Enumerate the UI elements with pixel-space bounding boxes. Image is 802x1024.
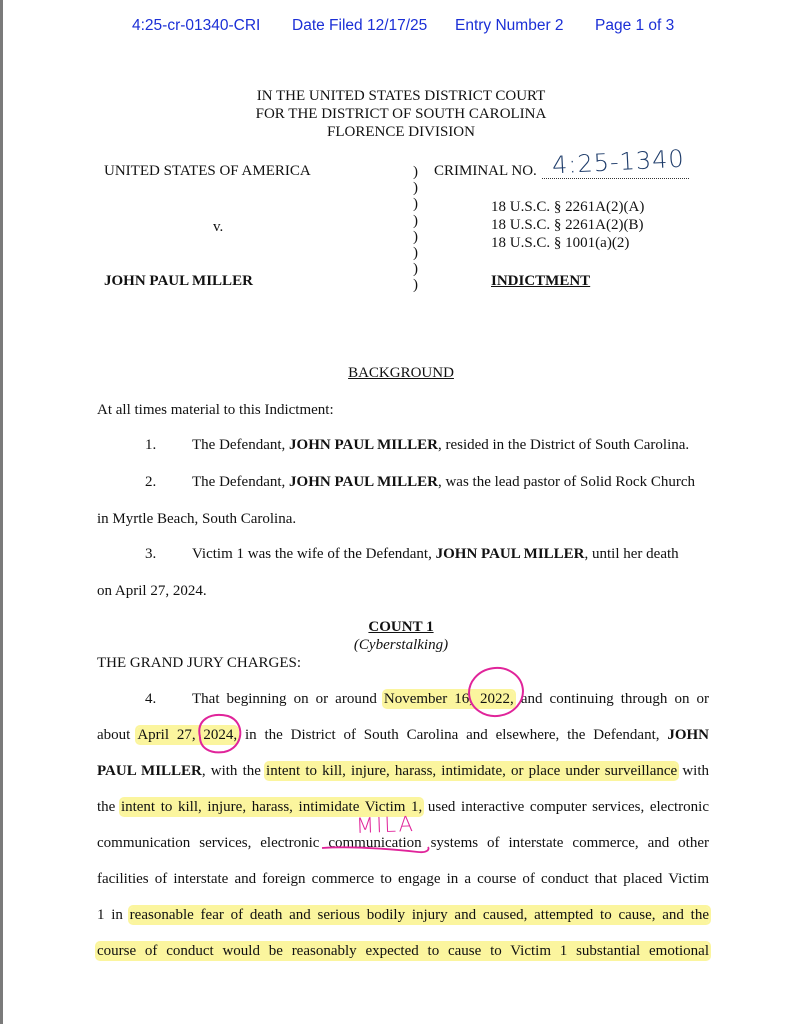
page-number: Page 1 of 3 [595, 17, 675, 34]
count-1-subheading: (Cyberstalking) [353, 637, 449, 653]
para-1-number: 1. [145, 437, 157, 453]
statute-3: 18 U.S.C. § 1001(a)(2) [491, 235, 630, 251]
para-4-line-4: the intent to kill, injure, harass, intimidate Victim 1, used interactive computer services, electronic [97, 799, 709, 815]
para-2-number: 2. [145, 474, 157, 490]
para-3-text: Victim 1 was the wife of the Defendant, JOHN PAUL MILLER, until her death [192, 546, 679, 562]
criminal-no-label: CRIMINAL NO. [434, 163, 537, 179]
statute-1: 18 U.S.C. § 2261A(2)(A) [491, 199, 645, 215]
caption-versus: v. [213, 219, 224, 235]
para-4-line-3: PAUL MILLER, with the intent to kill, injure, harass, intimidate, or place under surveillance with [97, 763, 709, 779]
background-intro: At all times material to this Indictment: [97, 402, 334, 418]
para-4-line-2: about April 27, 2024, in the District of South Carolina and elsewhere, the Defendant, JOHN [97, 727, 709, 743]
caption-parens: ) ) ) ) ) ) ) ) [413, 164, 418, 294]
court-title-line2: FOR THE DISTRICT OF SOUTH CAROLINA [255, 106, 547, 122]
grand-jury-charges: THE GRAND JURY CHARGES: [97, 655, 302, 671]
circle-annotation-2024 [199, 715, 240, 752]
para-2-text-cont: in Myrtle Beach, South Carolina. [97, 511, 297, 527]
underline-annotation [322, 847, 429, 852]
handwritten-annotation-mila: MILA [355, 811, 416, 839]
para-4-line-5: communication services, electronic communication systems of interstate commerce, and other [97, 835, 709, 851]
entry-number: Entry Number 2 [455, 17, 564, 34]
caption-plaintiff: UNITED STATES OF AMERICA [104, 163, 311, 179]
date-filed: Date Filed 12/17/25 [292, 17, 428, 34]
count-1-heading: COUNT 1 [368, 619, 434, 635]
caption-defendant: JOHN PAUL MILLER [104, 273, 253, 289]
court-title-line1: IN THE UNITED STATES DISTRICT COURT [256, 88, 546, 104]
para-4-line-8: course of conduct would be reasonably expected to cause to Victim 1 substantial emotional [97, 943, 709, 959]
statute-2: 18 U.S.C. § 2261A(2)(B) [491, 217, 644, 233]
document-type: INDICTMENT [491, 273, 591, 289]
para-4-line-7: 1 in reasonable fear of death and serious bodily injury and caused, attempted to cause, and the [97, 907, 709, 923]
para-4-line-6: facilities of interstate and foreign commerce to engage in a course of conduct that placed Victim [97, 871, 709, 887]
para-4-line-1: 4. That beginning on or around November 16, 2022, and continuing through on or [97, 681, 709, 717]
case-number: 4:25-cr-01340-CRI [132, 17, 261, 34]
para-4-number: 4. [145, 691, 157, 707]
para-3-text-cont: on April 27, 2024. [97, 583, 207, 599]
circle-annotation-2022 [466, 664, 526, 719]
court-title-line3: FLORENCE DIVISION [327, 124, 475, 140]
para-1-text: The Defendant, JOHN PAUL MILLER, resided in the District of South Carolina. [192, 437, 690, 453]
background-heading: BACKGROUND [348, 365, 454, 381]
para-3-number: 3. [145, 546, 157, 562]
handwritten-case-number: 4:25-1340 [551, 144, 686, 180]
para-2-text: The Defendant, JOHN PAUL MILLER, was the lead pastor of Solid Rock Church [192, 474, 695, 490]
